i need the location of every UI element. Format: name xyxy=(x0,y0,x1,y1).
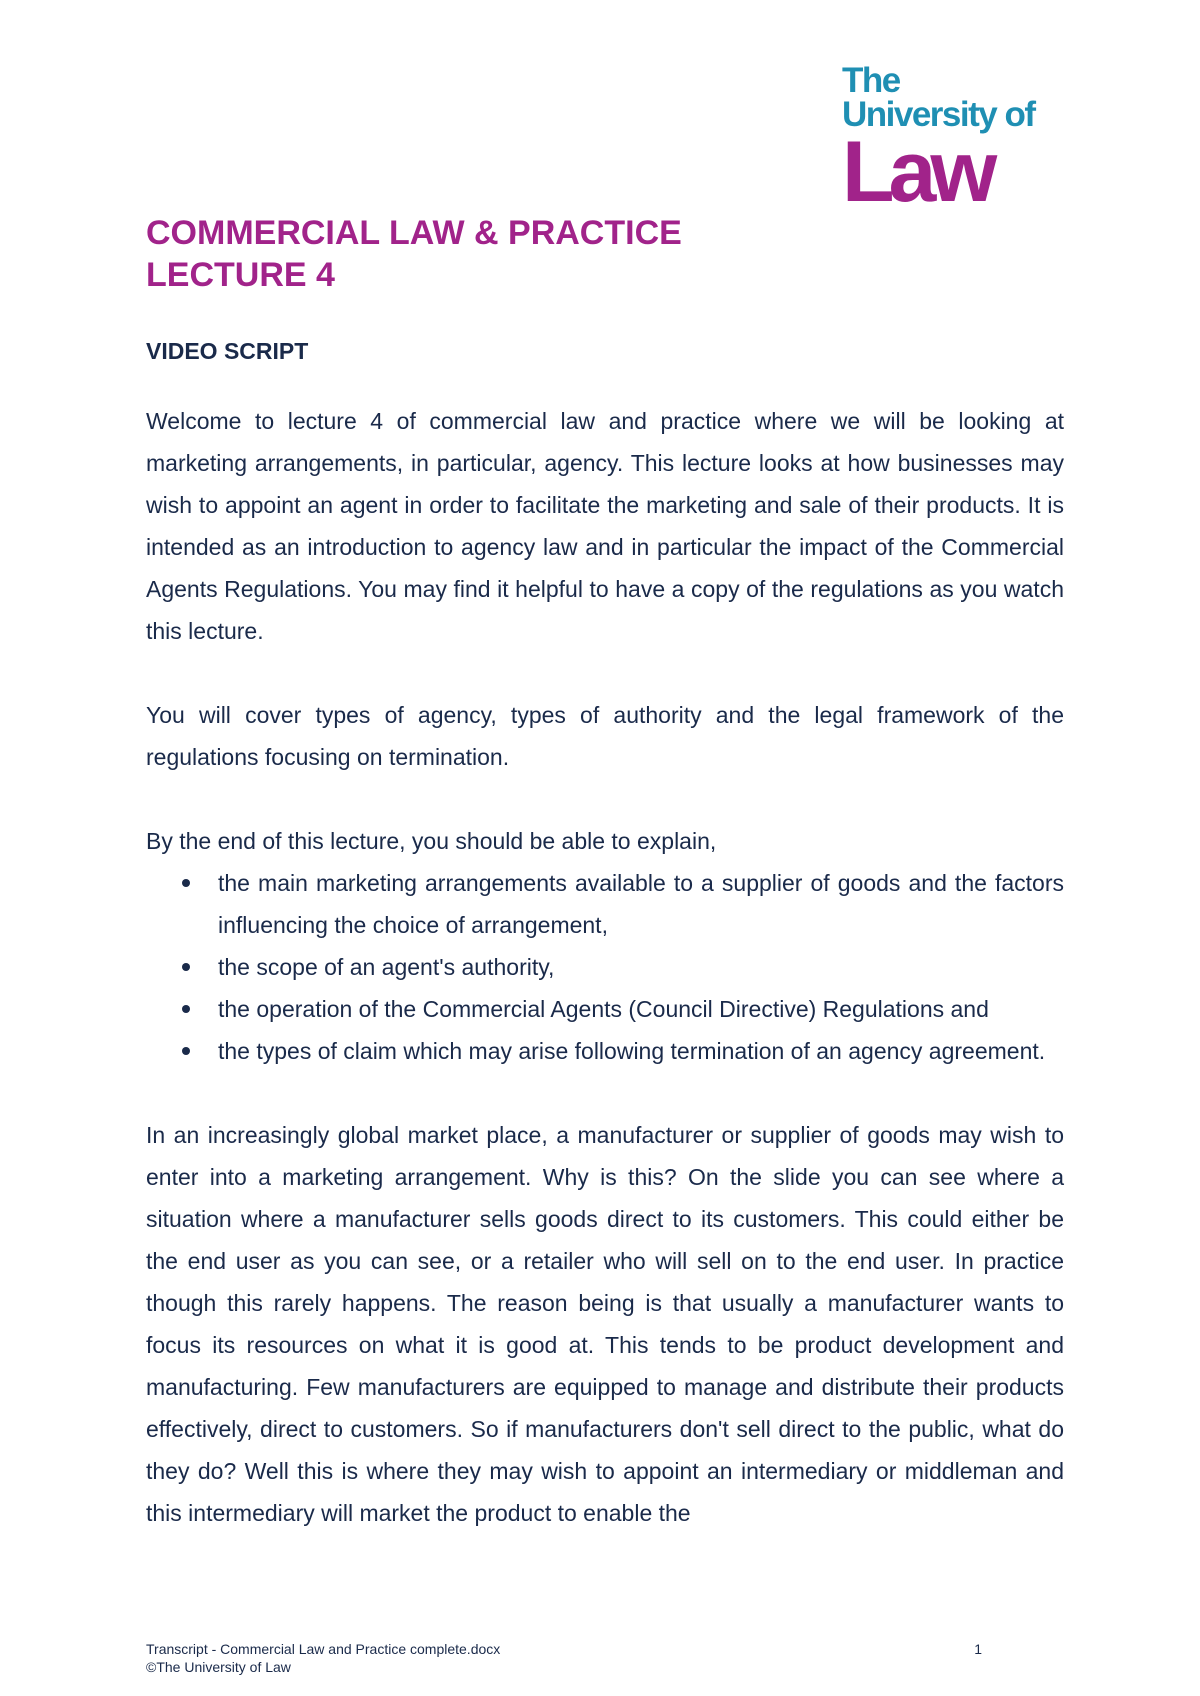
list-item: the scope of an agent's authority, xyxy=(218,946,1064,988)
list-item: the types of claim which may arise following termination of an agency agreement. xyxy=(218,1030,1064,1072)
document-title xyxy=(146,212,682,296)
title-line-1: COMMERCIAL LAW & PRACTICE xyxy=(146,214,682,252)
paragraph-coverage: You will cover types of agency, types of authority and the legal framework of the regulations focusing on termination. xyxy=(146,702,1064,770)
paragraph-objectives-intro: By the end of this lecture, you should be able to explain, xyxy=(146,828,717,854)
university-logo xyxy=(842,61,1042,220)
section-heading: VIDEO SCRIPT xyxy=(146,338,309,364)
page-footer xyxy=(146,1640,982,1676)
logo-line-university-of: University of xyxy=(842,95,1035,134)
footer-copyright: ©The University of Law xyxy=(146,1659,291,1675)
title-line-2: LECTURE 4 xyxy=(146,256,335,294)
document-body xyxy=(146,400,1064,1534)
footer-page-number: 1 xyxy=(974,1641,982,1657)
logo-line-the: The xyxy=(842,61,900,100)
list-item: the operation of the Commercial Agents (Council Directive) Regulations and xyxy=(218,988,1064,1030)
objectives-list xyxy=(146,862,1064,1072)
paragraph-market-place: In an increasingly global market place, a manufacturer or supplier of goods may wish to enter into a marketing arrangement. Why is this? On the slide you can see where a situation where a manufacturer sells goods direct to its customers. This could either be the end user as you can see, or a retailer who will sell on to the end user. In practice though this rarely happens. The reason being is that usually a manufacturer wants to focus its resources on what it is good at. This tends to be product development and manufacturing. Few manufacturers are equipped to manage and distribute their products effectively, direct to customers. So if manufacturers don't sell direct to the public, what do they do? Well this is where they may wish to appoint an intermediary or middleman and this intermediary will market the product to enable the xyxy=(146,1122,1064,1526)
footer-filename: Transcript - Commercial Law and Practice complete.docx xyxy=(146,1641,501,1657)
list-item: the main marketing arrangements available to a supplier of goods and the factors influencing the choice of arrangement, xyxy=(218,862,1064,946)
paragraph-welcome: Welcome to lecture 4 of commercial law and practice where we will be looking at marketing arrangements, in particular, agency. This lecture looks at how businesses may wish to appoint an agent in order to facilitate the marketing and sale of their products. It is intended as an introduction to agency law and in particular the impact of the Commercial Agents Regulations. You may find it helpful to have a copy of the regulations as you watch this lecture. xyxy=(146,408,1064,644)
logo-line-law: Law xyxy=(842,124,992,220)
